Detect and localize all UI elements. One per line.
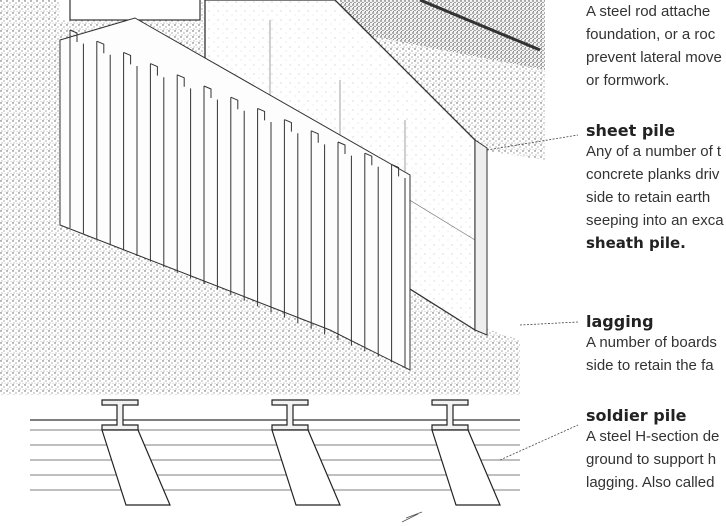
def-line: A number of boards <box>586 334 717 351</box>
entry-lagging <box>586 312 717 377</box>
top-structure <box>70 0 200 20</box>
term-sheet-pile: sheet pile <box>586 121 676 140</box>
leader-lines <box>487 135 578 460</box>
entry-soldier-pile <box>586 406 719 494</box>
entry-top <box>586 0 722 92</box>
def-line: side to retain the fa <box>586 357 714 374</box>
def-line: seeping into an exca <box>586 212 724 229</box>
def-line: or formwork. <box>586 72 670 89</box>
def-line: prevent lateral move <box>586 49 722 66</box>
alias-term: sheath pile. <box>586 234 686 252</box>
def-line: Any of a number of t <box>586 143 722 160</box>
def-line: lagging. Also called <box>586 474 715 491</box>
def-line: foundation, or a roc <box>586 26 716 43</box>
stray-mark <box>402 512 422 522</box>
term-soldier-pile: soldier pile <box>586 406 687 425</box>
term-lagging: lagging <box>586 312 654 331</box>
def-line: A steel rod attache <box>586 3 711 20</box>
def-line: A steel H-section de <box>586 428 720 445</box>
def-line: side to retain earth <box>586 189 711 206</box>
def-line: ground to support h <box>586 451 717 468</box>
def-line: concrete planks driv <box>586 166 720 183</box>
entry-sheet-pile <box>586 121 724 255</box>
